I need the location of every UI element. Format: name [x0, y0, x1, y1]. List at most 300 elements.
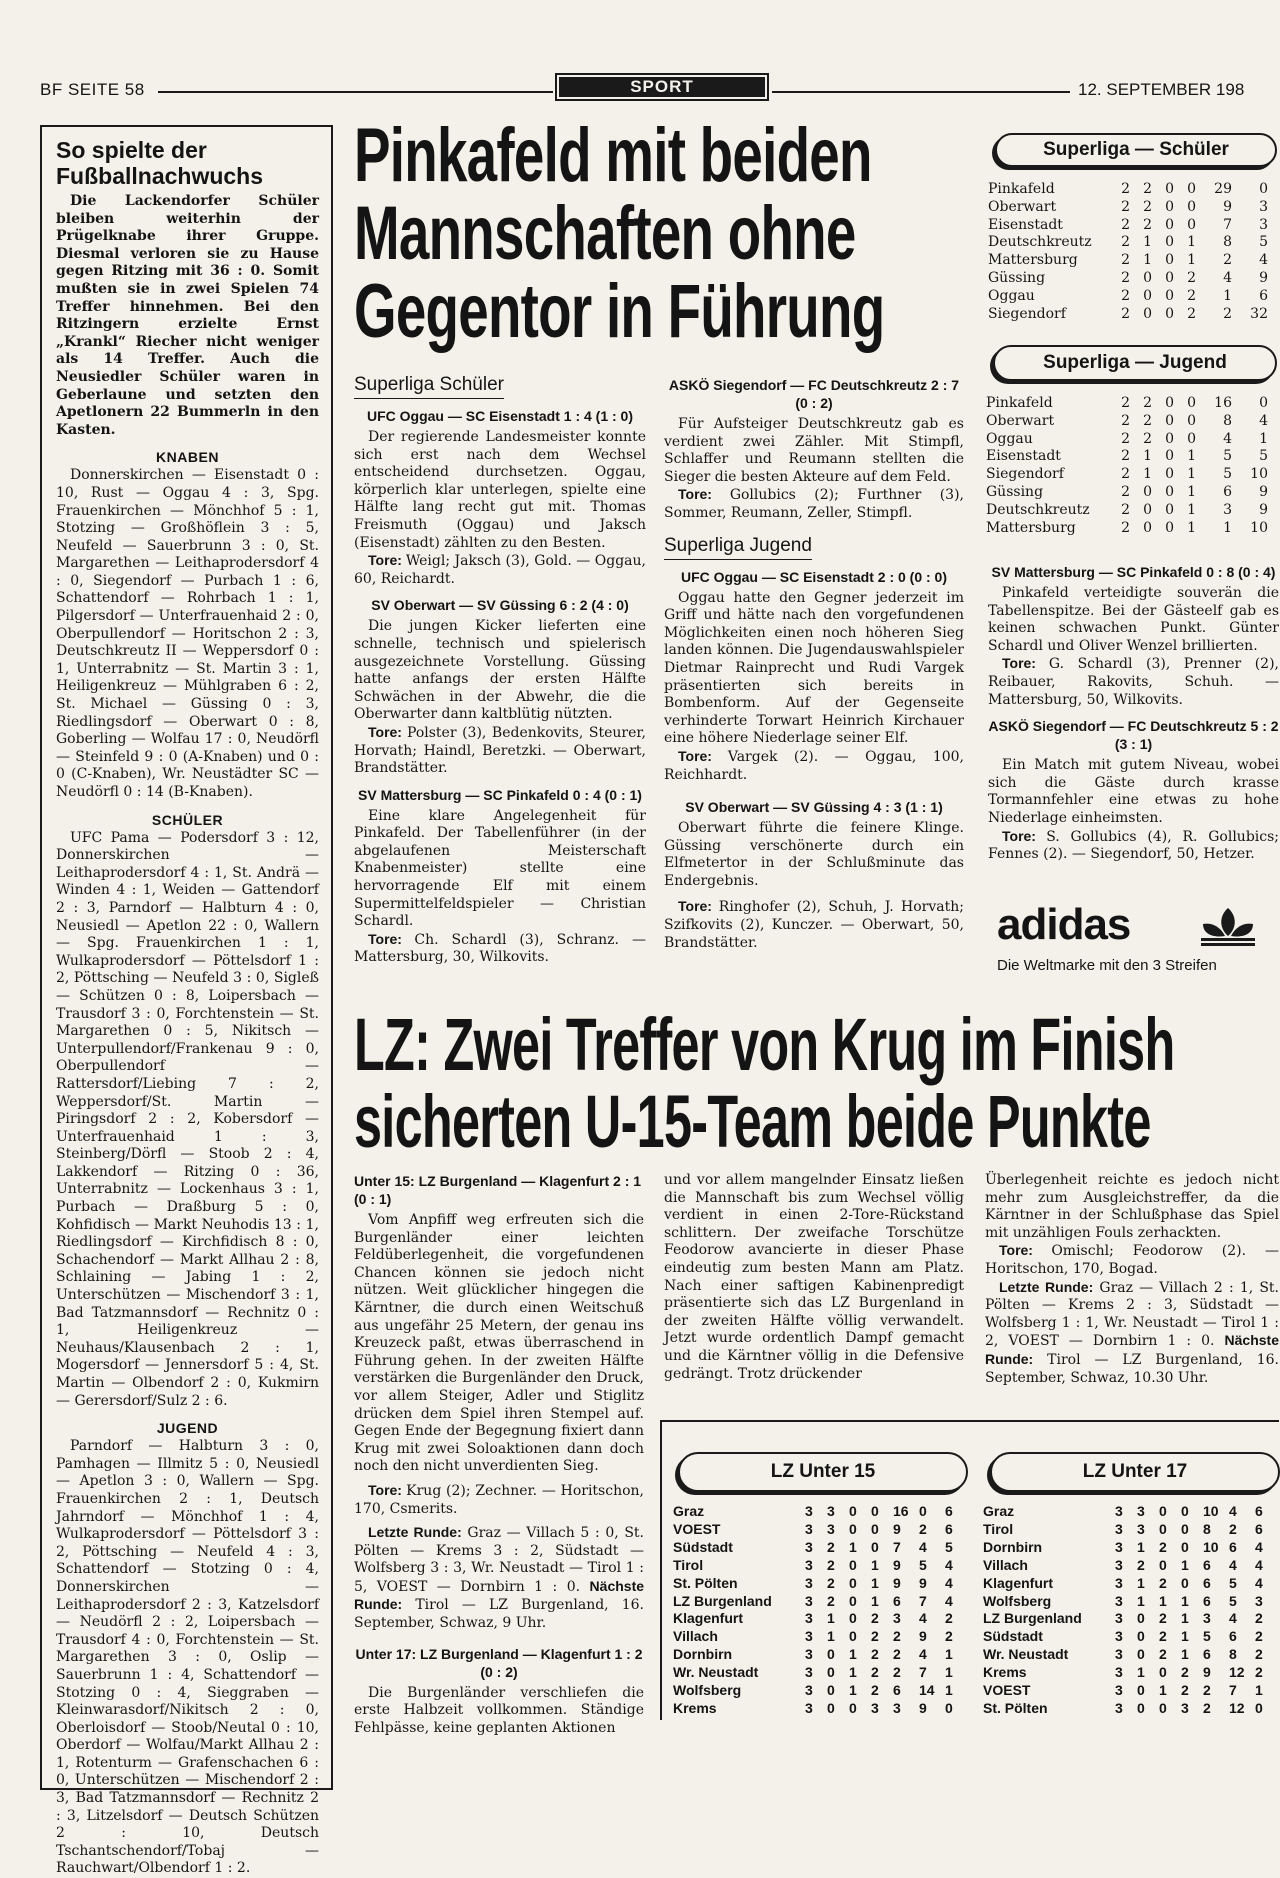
right-column: SV Mattersburg — SC Pinkafeld 0 : 8 (0 : 4) Pinkafeld verteidigte souverän die Tabellenspitze. Bei der Gästeelf gab es keinen schwachen Punkt. Günter Schardl und Oliver Wenzel brillierten. Tore: G. Schardl (3), Prenner (2), Reibauer, Rakovits, Schuh. — Mattersburg, 50, Wilkovits. ASKÖ Siegendorf — FC Deutschkreutz 5 : 2 (3 : 1) Ein Match mit gutem Niveau, wobei sich die Gäste durch krasse Tormannfehler eine etwas zu hohe Niederlage einheimsten. Tore: S. Gollubics (4), R. Gollubics; Fennes (2). — Siegendorf, 50, Hetzer.: [988, 564, 1279, 863]
superliga-schueler-table: [988, 181, 1268, 323]
lz-u17-table-title: LZ Unter 17: [990, 1452, 1280, 1492]
u15-table-team: LZ Burgenland: [673, 1592, 772, 1609]
match-oggau-eisenstadt-title: UFC Oggau — SC Eisenstadt 1 : 4 (1 : 0): [366, 408, 634, 424]
schueler-table-team: Pinkafeld: [988, 181, 1055, 197]
u15-table-stat: 14: [919, 1682, 935, 1699]
lz-u17-scorers: Omischl; Feodorow (2). — Horitschon, 170, Bogad.: [985, 1243, 1279, 1277]
u15-table-stat: 0: [849, 1574, 857, 1591]
schueler-table-stat: 0: [1165, 216, 1174, 233]
headline-1-line-1: Pinkafeld mit beiden: [354, 113, 872, 198]
lz-u17-next-round-label: Nächste Runde:: [985, 1332, 1279, 1367]
jugend-table-stat: 0: [1165, 430, 1174, 447]
u17-table-stat: 3: [1137, 1503, 1145, 1519]
u15-table-stat: 7: [919, 1664, 927, 1681]
jugend-table-row: [986, 431, 1268, 449]
match-siegendorf-deutschkreutz-title: ASKÖ Siegendorf — FC Deutschkreutz 2 : 7 (0 : 2): [668, 377, 960, 411]
u15-table-stat: 0: [871, 1520, 879, 1537]
u15-table-stat: 6: [893, 1682, 901, 1699]
u15-table-stat: 5: [945, 1538, 953, 1555]
u17-table-stat: 0: [1159, 1699, 1167, 1716]
u15-table-row: [673, 1664, 968, 1682]
u15-table-stat: 3: [893, 1699, 901, 1716]
u15-table-stat: 4: [919, 1646, 927, 1663]
u15-table-stat: 3: [805, 1574, 813, 1591]
match-jugend-oberwart-guessing-scorers: Ringhofer (2), Schuh, J. Horvath; Szifkovits (2), Kunczer. — Oberwart, 50, Brandstätter.: [664, 899, 964, 951]
u17-table-stat: 0: [1159, 1556, 1167, 1573]
u15-table-stat: 9: [893, 1556, 901, 1573]
jugend-table-row: [986, 448, 1268, 466]
jugend-table-team: Oggau: [986, 430, 1033, 447]
u15-table-stat: 9: [919, 1628, 927, 1645]
header-rule-left: [158, 91, 553, 93]
u17-table-team: Dornbirn: [983, 1538, 1043, 1555]
match-jugend-siegendorf-deutschkreutz-title: ASKÖ Siegendorf — FC Deutschkreutz 5 : 2 (3 : 1): [988, 718, 1279, 753]
u17-table-stat: 9: [1203, 1664, 1211, 1681]
u15-table-team: Graz: [673, 1503, 705, 1519]
u15-table-row: [673, 1610, 968, 1628]
jugend-table-stat: 0: [1143, 483, 1152, 500]
u17-table-stat: 6: [1229, 1538, 1237, 1555]
match-oberwart-guessing-scorers: Polster (3), Bedenkovits, Steurer, Horvath; Haindl, Beretzki. — Oberwart, Brandstätter.: [354, 724, 646, 777]
u17-table-stat: 3: [1115, 1520, 1123, 1537]
u17-table-stat: 0: [1137, 1646, 1145, 1663]
u15-table-stat: 1: [871, 1574, 879, 1591]
u15-table-stat: 2: [871, 1646, 879, 1663]
u17-table-stat: 12: [1229, 1664, 1245, 1681]
u15-table-stat: 2: [827, 1574, 835, 1591]
u17-table-stat: 4: [1229, 1503, 1237, 1519]
u15-table-stat: 2: [893, 1664, 901, 1681]
lz-article-col-2: [664, 1172, 964, 1383]
u15-table-stat: 1: [849, 1682, 857, 1699]
u15-table-stat: 9: [919, 1699, 927, 1716]
jugend-table-stat: 2: [1121, 448, 1130, 465]
u15-table-stat: 0: [849, 1592, 857, 1609]
jugend-table-stat: 2: [1121, 412, 1130, 429]
schueler-table-stat: 2: [1223, 305, 1232, 322]
u17-table-team: Tirol: [983, 1520, 1014, 1537]
u15-table-row: [673, 1593, 968, 1611]
u17-table-stat: 10: [1203, 1503, 1219, 1519]
superliga-schueler-column: Superliga Schüler UFC Oggau — SC Eisenstadt 1 : 4 (1 : 0) Der regierende Landesmeister konnte sich erst nach dem Wechsel entscheidend durchsetzen. Oggau, körperlich klar unterlegen, spielte eine Hälfte lang recht gut mit. Thomas Freismuth (Oggau) und Jaksch (Eisenstadt) zählten zu den Besten. Tore: Weigl; Jaksch (3), Gold. — Oggau, 60, Reichardt. SV Oberwart — SV Güssing 6 : 2 (4 : 0) Die jungen Kicker lieferten eine schnelle, technisch und spielerisch ausgezeichnete Vorstellung. Güssing hatte anfangs der ersten Hälfte Schwächen in der Abwehr, die die Oberwarter dann kaltblütig nützten. Tore: Polster (3), Bedenkovits, Steurer, Horvath; Haindl, Beretzki. — Oberwart, Brandstätter. SV Mattersburg — SC Pinkafeld 0 : 4 (0 : 1) Eine klare Angelegenheit für Pinkafeld. Der Tabellenführer (in der abgelaufenen Meisterschaft Knabenmeister) stellte eine hervorragende Elf mit einem Supermittelfeldspieler — Christian Schardl. Tore: Ch. Schardl (3), Schranz. — Mattersburg, 30, Wilkovits.: [354, 374, 646, 966]
schueler-table-stat: 0: [1143, 287, 1152, 304]
match-jugend-oberwart-guessing-text: Oberwart führte die feinere Klinge. Güssing verschönerte durch ein Elfmetertor in der Schlußminute das Endergebnis.: [664, 820, 964, 889]
u17-table-stat: 2: [1255, 1628, 1263, 1645]
u17-table-stat: 1: [1255, 1682, 1263, 1699]
match-jugend-mattersburg-pinkafeld-text: Pinkafeld verteidigte souverän die Tabellenspitze. Bei der Gästeelf gab es keinen schwachen Punkt. Günter Schardl und Oliver Wenzel brillierten.: [988, 585, 1279, 654]
schueler-table-row: [988, 270, 1268, 288]
schueler-table-stat: 0: [1165, 252, 1174, 269]
u15-table-stat: 9: [919, 1574, 927, 1591]
u17-table-stat: 6: [1229, 1628, 1237, 1645]
lz-u15-next-round: Tirol — LZ Burgenland, 16. September, Schwaz, 9 Uhr.: [354, 1597, 644, 1632]
u15-table-stat: 4: [919, 1538, 927, 1555]
u17-table-stat: 8: [1229, 1646, 1237, 1663]
u17-table-stat: 6: [1203, 1592, 1211, 1609]
u17-table-stat: 1: [1181, 1610, 1189, 1627]
middle-column: ASKÖ Siegendorf — FC Deutschkreutz 2 : 7 (0 : 2) Für Aufsteiger Deutschkreutz gab es verdient zwei Zähler. Mit Stimpfl, Schlaffer und Reumann stellten die Sieger die besten Akteure auf dem Feld. Tore: Gollubics (2); Furthner (3), Sommer, Reumann, Zeller, Stimpfl. Superliga Jugend UFC Oggau — SC Eisenstadt 2 : 0 (0 : 0) Oggau hatte den Gegner jederzeit im Griff und hätte nach den vorgefundenen Möglichkeiten einen noch höheren Sieg landen können. Die Jugendauswahlspieler Dietmar Rainprecht und Rudi Vargek präsentierten sich bereits in Bombenform. Auf der Gegenseite verhinderte Torwart Heinrich Kirchauer eine höhere Niederlage seiner Elf. Tore: Vargek (2). — Oggau, 100, Reichhardt. SV Oberwart — SV Güssing 4 : 3 (1 : 1) Oberwart führte die feinere Klinge. Güssing verschönerte durch ein Elfmetertor in der Schlußminute das Endergebnis. Tore: Ringhofer (2), Schuh, J. Horvath; Szifkovits (2), Kunczer. — Oberwart, 50, Brandstätter.: [664, 377, 964, 951]
u15-table-stat: 3: [827, 1503, 835, 1519]
u17-table-stat: 1: [1137, 1592, 1145, 1609]
jugend-table-stat: 2: [1121, 501, 1130, 518]
u17-table-row: [983, 1557, 1279, 1575]
headline-1-line-3: Gegentor in Führung: [354, 269, 885, 354]
jugend-heading: JUGEND: [156, 1420, 219, 1437]
u15-table-team: St. Pölten: [673, 1574, 738, 1591]
schueler-table-stat: 2: [1121, 287, 1130, 304]
jugend-table-stat: 1: [1223, 519, 1232, 536]
jugend-table-stat: 0: [1143, 501, 1152, 518]
jugend-table-stat: 2: [1143, 430, 1152, 447]
schueler-table-stat: 2: [1223, 252, 1232, 269]
jugend-table-row: [986, 466, 1268, 484]
jugend-table-stat: 0: [1187, 412, 1196, 429]
schueler-table-team: Siegendorf: [988, 305, 1066, 322]
u17-table-stat: 2: [1159, 1610, 1167, 1627]
u15-table-stat: 0: [849, 1556, 857, 1573]
lz-u17-table: [983, 1503, 1279, 1718]
u17-table-stat: 3: [1255, 1592, 1263, 1609]
schueler-table-stat: 0: [1165, 234, 1174, 251]
u15-table-stat: 1: [849, 1646, 857, 1663]
schueler-table-stat: 0: [1165, 287, 1174, 304]
schueler-table-stat: 0: [1143, 269, 1152, 286]
schueler-table-stat: 5: [1259, 234, 1268, 251]
u15-table-row: [673, 1557, 968, 1575]
u17-table-stat: 3: [1115, 1503, 1123, 1519]
schueler-table-stat: 0: [1187, 181, 1196, 197]
u17-table-stat: 4: [1255, 1574, 1263, 1591]
schueler-table-stat: 1: [1187, 234, 1196, 251]
u15-table-stat: 3: [827, 1520, 835, 1537]
u17-table-stat: 0: [1181, 1520, 1189, 1537]
u17-table-stat: 5: [1203, 1628, 1211, 1645]
jugend-table-team: Güssing: [986, 483, 1044, 500]
schueler-table-row: [988, 288, 1268, 306]
match-siegendorf-deutschkreutz-text: Für Aufsteiger Deutschkreutz gab es verdient zwei Zähler. Mit Stimpfl, Schlaffer und Reumann stellten die Sieger die besten Akteure auf dem Feld.: [664, 416, 964, 485]
u17-table-stat: 1: [1137, 1574, 1145, 1591]
u17-table-team: Südstadt: [983, 1628, 1043, 1645]
lz-u15-next-round-label: Nächste Runde:: [354, 1577, 645, 1613]
u15-table-stat: 1: [849, 1664, 857, 1681]
schueler-table-row: [988, 306, 1268, 324]
page-date: 12. SEPTEMBER 198: [1078, 80, 1245, 99]
schueler-table-stat: 2: [1143, 198, 1152, 215]
match-oberwart-guessing-text: Die jungen Kicker lieferten eine schnelle, technisch und spielerisch ausgezeichnete Vorstellung. Güssing hatte anfangs der ersten Hälfte Schwächen in der Abwehr, die die Oberwarter dann kaltblütig nützten.: [354, 618, 646, 723]
u17-table-team: St. Pölten: [983, 1699, 1048, 1716]
schueler-table-stat: 29: [1214, 181, 1232, 197]
jugend-table-team: Siegendorf: [986, 466, 1064, 483]
u15-table-row: [673, 1575, 968, 1593]
jugend-table-stat: 1: [1143, 466, 1152, 483]
u15-table-stat: 3: [805, 1646, 813, 1663]
u17-table-stat: 0: [1137, 1682, 1145, 1699]
u15-table-stat: 3: [805, 1592, 813, 1609]
jugend-table-stat: 0: [1259, 395, 1268, 411]
u15-table-stat: 7: [893, 1538, 901, 1555]
u17-table-row: [983, 1593, 1279, 1611]
jugend-table-stat: 0: [1165, 483, 1174, 500]
u17-table-team: Krems: [983, 1664, 1027, 1681]
u17-table-stat: 5: [1229, 1574, 1237, 1591]
superliga-jugend-subheading: Superliga Jugend: [664, 535, 812, 560]
schueler-table-stat: 0: [1187, 198, 1196, 215]
u17-table-stat: 3: [1115, 1699, 1123, 1716]
schueler-table-stat: 1: [1143, 252, 1152, 269]
schueler-table-team: Mattersburg: [988, 252, 1078, 269]
match-jugend-oggau-eisenstadt-title: UFC Oggau — SC Eisenstadt 2 : 0 (0 : 0): [680, 568, 948, 585]
u15-table-stat: 9: [893, 1574, 901, 1591]
u15-table-stat: 0: [945, 1699, 953, 1716]
u17-table-stat: 0: [1181, 1538, 1189, 1555]
schueler-heading: SCHÜLER: [151, 811, 224, 828]
jugend-table-stat: 2: [1121, 466, 1130, 483]
jugend-table-stat: 1: [1187, 466, 1196, 483]
schueler-table-team: Güssing: [988, 269, 1046, 286]
match-jugend-oberwart-guessing-title: SV Oberwart — SV Güssing 4 : 3 (1 : 1): [685, 799, 943, 816]
match-jugend-siegendorf-deutschkreutz-scorers: S. Gollubics (4), R. Gollubics; Fennes (2). — Siegendorf, 50, Hetzer.: [988, 828, 1279, 863]
schueler-table-stat: 2: [1121, 216, 1130, 233]
schueler-table-stat: 2: [1187, 287, 1196, 304]
u17-table-row: [983, 1682, 1279, 1700]
u15-table-team: Villach: [673, 1628, 718, 1645]
u17-table-stat: 3: [1115, 1556, 1123, 1573]
schueler-table-stat: 2: [1121, 305, 1130, 322]
jugend-table-row: [986, 413, 1268, 431]
schueler-table-stat: 2: [1121, 252, 1130, 269]
u17-table-stat: 2: [1229, 1520, 1237, 1537]
u15-table-stat: 0: [849, 1520, 857, 1537]
u17-table-team: LZ Burgenland: [983, 1610, 1082, 1627]
u15-table-stat: 4: [919, 1610, 927, 1627]
u17-table-team: VOEST: [983, 1682, 1031, 1699]
u15-table-row: [673, 1521, 968, 1539]
lz-u17-last-round-label: Letzte Runde:: [999, 1278, 1094, 1295]
jugend-table-stat: 10: [1250, 466, 1268, 483]
schueler-table-stat: 1: [1223, 287, 1232, 304]
u15-table-stat: 3: [871, 1699, 879, 1716]
schueler-table-stat: 8: [1223, 234, 1232, 251]
schueler-table-stat: 3: [1259, 216, 1268, 233]
schueler-table-row: [988, 199, 1268, 217]
u15-table-stat: 1: [871, 1592, 879, 1609]
u17-table-stat: 4: [1255, 1556, 1263, 1573]
u15-table-stat: 3: [805, 1699, 813, 1716]
jugend-table-stat: 1: [1143, 448, 1152, 465]
u15-table-stat: 3: [805, 1628, 813, 1645]
match-jugend-mattersburg-pinkafeld-title: SV Mattersburg — SC Pinkafeld 0 : 8 (0 : 4): [991, 564, 1276, 580]
lz-u15-text: Vom Anpfiff weg erfreuten sich die Burgenländer einer leichten Feldüberlegenheit, die vorgefundenen Chancen können sie jedoch nicht nützen. Weit glücklicher hingegen die Kärntner, die durch einen Weitschuß aus ungefähr 25 Metern, der genau ins Kreuzeck paßt, etwas überraschend in Führung gehen. In der zweiten Hälfte verstärken die Burgenländer den Druck, vor allem Steiger, Adler und Stiglitz drücken dem Spiel ihren Stempel auf. Gegen Ende der Begegnung fixiert dann Krug mit zwei Soloaktionen dann doch noch den nicht unverdienten Sieg.: [354, 1212, 644, 1475]
u15-table-stat: 3: [805, 1538, 813, 1555]
section-label: SPORT: [559, 77, 765, 97]
u17-table-stat: 0: [1181, 1503, 1189, 1519]
u15-table-team: Südstadt: [673, 1538, 733, 1555]
adidas-logo-text: adidas: [997, 900, 1131, 949]
u17-table-stat: 2: [1181, 1682, 1189, 1699]
lz-u15-scorers: Krug (2); Zechner. — Horitschon, 170, Csmerits.: [354, 1482, 644, 1517]
lz-u15-table-title: LZ Unter 15: [678, 1452, 968, 1492]
jugend-table-stat: 0: [1165, 395, 1174, 411]
u15-table-team: VOEST: [673, 1520, 721, 1537]
schueler-table-stat: 32: [1250, 305, 1268, 322]
match-jugend-mattersburg-pinkafeld-scorers: G. Schardl (3), Prenner (2), Reibauer, Rakovits, Schuh. — Mattersburg, 50, Wilkovits.: [988, 656, 1279, 708]
u15-table-stat: 4: [945, 1556, 953, 1573]
u17-table-stat: 6: [1203, 1556, 1211, 1573]
jugend-table-team: Pinkafeld: [986, 395, 1053, 411]
schueler-table-stat: 1: [1143, 234, 1152, 251]
jugend-table-stat: 9: [1259, 501, 1268, 518]
jugend-table-stat: 1: [1187, 519, 1196, 536]
schueler-table-row: [988, 217, 1268, 235]
u17-table-stat: 3: [1115, 1574, 1123, 1591]
lz-u17-title: Unter 17: LZ Burgenland — Klagenfurt 1 : 2 (0 : 2): [355, 1645, 643, 1680]
jugend-table-stat: 5: [1259, 448, 1268, 465]
u17-table-stat: 10: [1203, 1538, 1219, 1555]
schueler-table-team: Deutschkreutz: [988, 234, 1092, 251]
u17-table-stat: 12: [1229, 1699, 1245, 1716]
u17-table-stat: 3: [1115, 1628, 1123, 1645]
jugend-table-stat: 0: [1165, 448, 1174, 465]
jugend-table-stat: 0: [1187, 395, 1196, 411]
jugend-table-stat: 5: [1223, 448, 1232, 465]
u17-table-team: Villach: [983, 1556, 1028, 1573]
u15-table-stat: 6: [945, 1520, 953, 1537]
u15-table-stat: 4: [945, 1592, 953, 1609]
jugend-table-stat: 16: [1214, 395, 1232, 411]
schueler-table-stat: 0: [1187, 216, 1196, 233]
schueler-results: UFC Pama — Podersdorf 3 : 12, Donnerskirchen — Leithaprodersdorf 4 : 1, St. Andrä — Winden 4 : 1, Weiden — Gattendorf 2 : 3, Parndorf — Halbturn 4 : 0, Neusiedl — Apetlon 22 : 0, Wallern — Spg. Frauenkirchen 1 : 1, Wulkaprodersdorf — Pöttelsdorf 1 : 2, Pöttsching — Neufeld 3 : 0, Sigleß — Schützen 0 : 8, Loipersbach — Trausdorf 3 : 0, Forchtenstein — St. Margarethen 0 : 5, Nikitsch — Unterpullendorf/Frankenau 9 : 0, Oberpullendorf — Rattersdorf/Liebing 7 : 2, Weppersdorf/St. Martin — Piringsdorf 2 : 2, Kobersdorf — Unterfrauenhaid 1 : 3, Steinberg/Dörfl — Stoob 2 : 4, Lakkendorf — Ritzing 0 : 36, Unterrabnitz — Lockenhaus 3 : 1, Purbach — Draßburg 5 : 0, Kohfidisch — Markt Neuhodis 13 : 1, Riedlingsdorf — Kirchfidisch 8 : 0, Schachendorf — Markt Allhau 2 : 8, Schlaining — Jabing 1 : 2, Unterschützen — Mischendorf 3 : 1, Bad Tatzmannsdorf — Rechnitz 0 : 1, Heiligenkreuz — Neuhaus/Klausenbach 2 : 1, Mogersdorf — Jennersdorf 5 : 4, St. Martin — Olbendorf 2 : 0, Kukmirn — Gerersdorf/Sulz 2 : 6.: [56, 829, 319, 1409]
superliga-jugend-table: [986, 395, 1268, 537]
u17-table-stat: 0: [1137, 1628, 1145, 1645]
schueler-table-stat: 2: [1143, 216, 1152, 233]
match-oggau-eisenstadt-scorers: Weigl; Jaksch (3), Gold. — Oggau, 60, Reichardt.: [354, 553, 646, 587]
u17-table-stat: 3: [1115, 1682, 1123, 1699]
u17-table-stat: 4: [1229, 1610, 1237, 1627]
headline-1-line-2: Mannschaften ohne: [354, 191, 856, 276]
lz-article-col-1: Unter 15: LZ Burgenland — Klagenfurt 2 : 1 (0 : 1) Vom Anpfiff weg erfreuten sich die Burgenländer einer leichten Feldüberlegenheit, die vorgefundenen Chancen können sie jedoch nicht nützen. Weit glücklicher hingegen die Kärntner, die durch einen Weitschuß aus ungefähr 25 Metern, der genau ins Kreuzeck paßt, etwas überraschend in Führung gehen. In der zweiten Hälfte verstärken die Burgenländer den Druck, vor allem Steiger, Adler und Stiglitz drücken dem Spiel ihren Stempel auf. Gegen Ende der Begegnung fixiert dann Krug mit zwei Soloaktionen dann doch noch den nicht unverdienten Sieg. Tore: Krug (2); Zechner. — Horitschon, 170, Csmerits. Letzte Runde: Graz — Villach 5 : 0, St. Pölten — Krems 3 : 2, Südstadt — Wolfsberg 3 : 3, Wr. Neustadt — Tirol 1 : 5, VOEST — Dornbirn 1 : 0. Nächste Runde: Tirol — LZ Burgenland, 16. September, Schwaz, 9 Uhr. Unter 17: LZ Burgenland — Klagenfurt 1 : 2 (0 : 2) Die Burgenländer verschliefen die erste Halbzeit vollkommen. Ständige Fehlpässe, keine geplanten Aktionen: [354, 1173, 645, 1736]
u15-table-row: [673, 1503, 968, 1521]
u17-table-stat: 2: [1255, 1646, 1263, 1663]
u17-table-stat: 3: [1203, 1610, 1211, 1627]
schueler-table-stat: 2: [1121, 198, 1130, 215]
match-oggau-eisenstadt-text: Der regierende Landesmeister konnte sich erst nach dem Wechsel entscheidend durchsetzen. Oggau, körperlich klar unterlegen, spielte eine Hälfte lang recht gut mit. Thomas Freismuth (Oggau) und Jaksch (Eisenstadt) zählten zu den Besten.: [354, 429, 646, 551]
jugend-table-stat: 4: [1223, 430, 1232, 447]
jugend-table-stat: 0: [1165, 466, 1174, 483]
u17-table-stat: 1: [1159, 1592, 1167, 1609]
lz-u17-text-a: Die Burgenländer verschliefen die erste Halbzeit vollkommen. Ständige Fehlpässe, keine geplanten Aktionen: [354, 1684, 644, 1736]
jugend-results: Parndorf — Halbturn 3 : 0, Pamhagen — Illmitz 5 : 0, Neusiedl — Apetlon 3 : 0, Wallern — Spg. Frauenkirchen 2 : 1, Deutsch Jahrndorf — Mönchhof 1 : 4, Wulkaprodersdorf — Pöttelsdorf 3 : 2, Pöttsching — Neufeld 4 : 3, Schattendorf — Stotzing 0 : 4, Donnerskirchen — Leithaprodersdorf 2 : 3, Katzelsdorf — Neudörfl 2 : 2, Loipersbach — Trausdorf 4 : 0, Forchtenstein — St. Margarethen 3 : 0, Oslip — Sauerbrunn 1 : 4, Schattendorf — Stotzing 0 : 4, Sieggraben — Kleinwarasdorf/Nikitsch 2 : 0, Oberloisdorf — Stoob/Neutal 0 : 10, Oberdorf — Wolfau/Markt Allhau 2 : 1, Rotenturm — Grafenschachen 6 : 0, Unterschützen — Mischendorf 2 : 3, Bad Tatzmannsdorf — Rechnitz 2 : 3, Litzelsdorf — Deutsch Schützen 2 : 10, Deutsch Tschantschendorf/Tobaj — Rauchwart/Olbendorf 1 : 2.: [56, 1438, 319, 1877]
superliga-schueler-table-title: Superliga — Schüler: [995, 133, 1277, 167]
schueler-table-stat: 9: [1259, 269, 1268, 286]
u17-table-team: Graz: [983, 1503, 1015, 1519]
header-rule-right: [772, 91, 1070, 93]
schueler-table-stat: 2: [1187, 269, 1196, 286]
schueler-table-stat: 0: [1165, 181, 1174, 197]
match-jugend-oggau-eisenstadt-text: Oggau hatte den Gegner jederzeit im Griff und hätte nach den vorgefundenen Möglichkeiten einen noch höheren Sieg landen können. Die Jugendauswahlspieler Dietmar Rainprecht und Rudi Vargek präsentierten sich bereits in Bombenform. Auf der Gegenseite verhinderte Torwart Heinrich Kirchauer eine höhere Niederlage seiner Elf.: [664, 589, 964, 747]
u17-table-stat: 1: [1181, 1646, 1189, 1663]
u15-table-stat: 1: [945, 1682, 953, 1699]
u15-table-stat: 3: [805, 1503, 813, 1519]
u15-table-stat: 2: [871, 1610, 879, 1627]
jugend-table-stat: 0: [1165, 412, 1174, 429]
u17-table-team: Wr. Neustadt: [983, 1646, 1069, 1663]
superliga-jugend-table-title: Superliga — Jugend: [993, 345, 1277, 381]
lz-u15-last-round-label: Letzte Runde:: [368, 1524, 462, 1541]
u17-table-stat: 1: [1181, 1556, 1189, 1573]
u15-table-stat: 1: [827, 1610, 835, 1627]
jugend-table-team: Mattersburg: [986, 519, 1076, 536]
u15-table-team: Krems: [673, 1699, 717, 1716]
u15-table-row: [673, 1682, 968, 1700]
u17-table-row: [983, 1539, 1279, 1557]
u15-table-team: Tirol: [673, 1556, 704, 1573]
u15-table-stat: 0: [827, 1646, 835, 1663]
u17-table-stat: 3: [1115, 1592, 1123, 1609]
u15-table-team: Dornbirn: [673, 1646, 733, 1663]
u15-table-stat: 0: [871, 1503, 879, 1519]
match-mattersburg-pinkafeld-title: SV Mattersburg — SC Pinkafeld 0 : 4 (0 : 1): [358, 786, 642, 803]
jugend-table-team: Deutschkreutz: [986, 501, 1090, 518]
jugend-table-team: Eisenstadt: [986, 448, 1061, 465]
u15-table-stat: 1: [849, 1538, 857, 1555]
schueler-table-team: Oggau: [988, 287, 1035, 304]
jugend-table-stat: 1: [1259, 430, 1268, 447]
schueler-table-stat: 0: [1143, 305, 1152, 322]
match-siegendorf-deutschkreutz-scorers: Gollubics (2); Furthner (3), Sommer, Reumann, Zeller, Stimpfl.: [664, 487, 964, 521]
schueler-table-stat: 2: [1187, 305, 1196, 322]
u15-table-stat: 0: [827, 1699, 835, 1716]
jugend-table-stat: 2: [1121, 430, 1130, 447]
u15-table-stat: 2: [871, 1664, 879, 1681]
u17-table-stat: 8: [1203, 1520, 1211, 1537]
u15-table-stat: 2: [893, 1646, 901, 1663]
u17-table-stat: 3: [1115, 1646, 1123, 1663]
jugend-table-stat: 4: [1259, 412, 1268, 429]
page-label: BF SEITE 58: [40, 80, 145, 99]
u15-table-stat: 2: [893, 1628, 901, 1645]
jugend-table-stat: 8: [1223, 412, 1232, 429]
u15-table-team: Klagenfurt: [673, 1610, 743, 1627]
lz-u15-table: [673, 1503, 968, 1718]
jugend-table-row: [986, 502, 1268, 520]
u17-table-stat: 3: [1181, 1699, 1189, 1716]
lz-u15-last-round: Graz — Villach 5 : 0, St. Pölten — Krems 3 : 2, Südstadt — Wolfsberg 3 : 3, Wr. Neustadt — Tirol 1 : 5, VOEST — Dornbirn 1 : 0.: [354, 1525, 645, 1595]
superliga-schueler-subheading: Superliga Schüler: [354, 374, 504, 399]
knaben-heading: KNABEN: [156, 449, 219, 466]
u17-table-team: Wolfsberg: [983, 1592, 1052, 1609]
u15-table-stat: 2: [919, 1520, 927, 1537]
u17-table-row: [983, 1575, 1279, 1593]
schueler-table-stat: 2: [1121, 234, 1130, 251]
u17-table-stat: 0: [1159, 1664, 1167, 1681]
u15-table-stat: 3: [805, 1610, 813, 1627]
u15-table-stat: 6: [893, 1592, 901, 1609]
u17-table-stat: 3: [1115, 1538, 1123, 1555]
youth-results-box: [40, 125, 333, 1877]
u17-table-stat: 6: [1203, 1646, 1211, 1663]
u15-table-stat: 5: [919, 1556, 927, 1573]
u17-table-row: [983, 1700, 1279, 1718]
u15-table-row: [673, 1646, 968, 1664]
u17-table-row: [983, 1664, 1279, 1682]
schueler-table-row: [988, 181, 1268, 199]
u17-table-stat: 0: [1159, 1520, 1167, 1537]
lz-article-col-3: Überlegenheit reichte es jedoch nicht mehr zum Ausgleichstreffer, da die Kärntner in der Schlußphase das Spiel mit unzähligen Fouls zerhackten. Tore: Omischl; Feodorow (2). — Horitschon, 170, Bogad. Letzte Runde: Graz — Villach 2 : 1, St. Pölten — Krems 2 : 3, Südstadt — Wolfsberg 1 : 1, Wr. Neustadt — Tirol 1 : 2, VOEST — Dornbirn 1 : 0. Nächste Runde: Tirol — LZ Burgenland, 16. September, Schwaz, 10.30 Uhr.: [985, 1172, 1280, 1386]
u17-table-stat: 6: [1203, 1574, 1211, 1591]
u15-table-stat: 1: [945, 1664, 953, 1681]
u15-table-stat: 2: [871, 1628, 879, 1645]
u15-table-stat: 2: [827, 1538, 835, 1555]
